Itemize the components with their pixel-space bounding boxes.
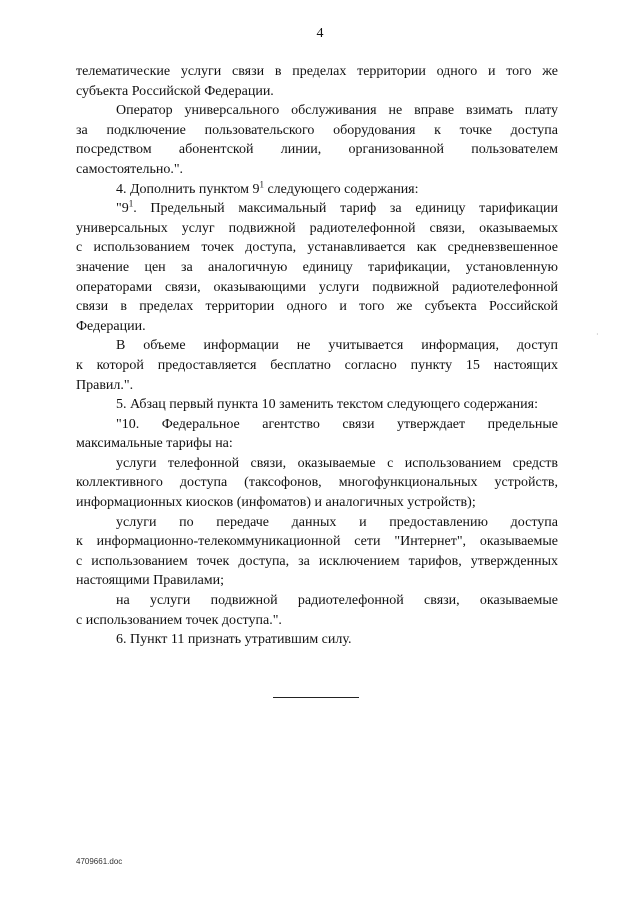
text-line: универсальных услуг подвижной радиотелефонной связи, оказываемых — [76, 220, 558, 236]
text-line: В объеме информации не учитывается информация, доступ — [116, 338, 558, 354]
end-rule — [273, 697, 359, 698]
text-line: связи в пределах территории одного и того же субъекта Российской — [76, 299, 558, 315]
margin-mark: · — [596, 330, 599, 339]
text-line — [76, 199, 558, 219]
text-line: операторами связи, оказывающими услуги подвижной радиотелефонной — [76, 279, 558, 295]
text-line: с использованием точек доступа, за исключением тарифов, утвержденных — [76, 553, 558, 569]
text-line: с использованием точек доступа, устанавливается как средневзвешенное — [76, 240, 558, 256]
text-line: информационных киосков (инфоматов) и аналогичных устройств); — [76, 495, 476, 511]
text-line: Оператор универсального обслуживания не вправе взимать плату — [116, 103, 558, 119]
text-segment: "9 — [116, 201, 129, 217]
text-line: за подключение пользовательского оборудования к точке доступа — [76, 122, 558, 138]
text-line: коллективного доступа (таксофонов, многофункциональных устройств, — [76, 475, 558, 491]
text-line: 5. Абзац первый пункта 10 заменить текстом следующего содержания: — [116, 397, 538, 413]
text-line: Правил.". — [76, 377, 134, 393]
text-line: настоящими Правилами; — [76, 573, 225, 589]
text-line: Федерации. — [76, 318, 146, 334]
text-line: с использованием точек доступа.". — [76, 612, 282, 628]
text-line: субъекта Российской Федерации. — [76, 83, 274, 99]
text-line — [76, 180, 558, 200]
text-line: максимальные тарифы на: — [76, 436, 233, 452]
document-body — [76, 62, 558, 650]
document-id: 4709661.doc — [76, 857, 123, 866]
text-line: к информационно-телекоммуникационной сети "Интернет", оказываемые — [76, 534, 558, 550]
text-line: 6. Пункт 11 признать утратившим силу. — [116, 632, 352, 648]
text-line: услуги телефонной связи, оказываемые с использованием средств — [116, 455, 558, 471]
text-segment: следующего содержания: — [263, 181, 419, 197]
text-segment: 4. Дополнить пунктом 9 — [116, 181, 260, 197]
text-line: услуги по передаче данных и предоставлению доступа — [116, 514, 558, 530]
text-segment: . Предельный максимальный тариф за единицу тарификации — [133, 201, 558, 217]
superscript: 1 — [259, 178, 264, 189]
superscript: 1 — [128, 198, 134, 209]
text-line: значение цен за аналогичную единицу тарификации, установленную — [76, 259, 558, 275]
text-line: самостоятельно.". — [76, 161, 184, 177]
text-line: на услуги подвижной радиотелефонной связи, оказываемые — [116, 593, 558, 609]
text-line: к которой предоставляется бесплатно согласно пункту 15 настоящих — [76, 357, 558, 373]
text-line: телематические услуги связи в пределах территории одного и того же — [76, 64, 558, 79]
text-line: посредством абонентской линии, организованной пользователем — [76, 142, 558, 158]
page-number: 4 — [316, 26, 324, 41]
text-line: "10. Федеральное агентство связи утверждает предельные — [116, 416, 558, 432]
